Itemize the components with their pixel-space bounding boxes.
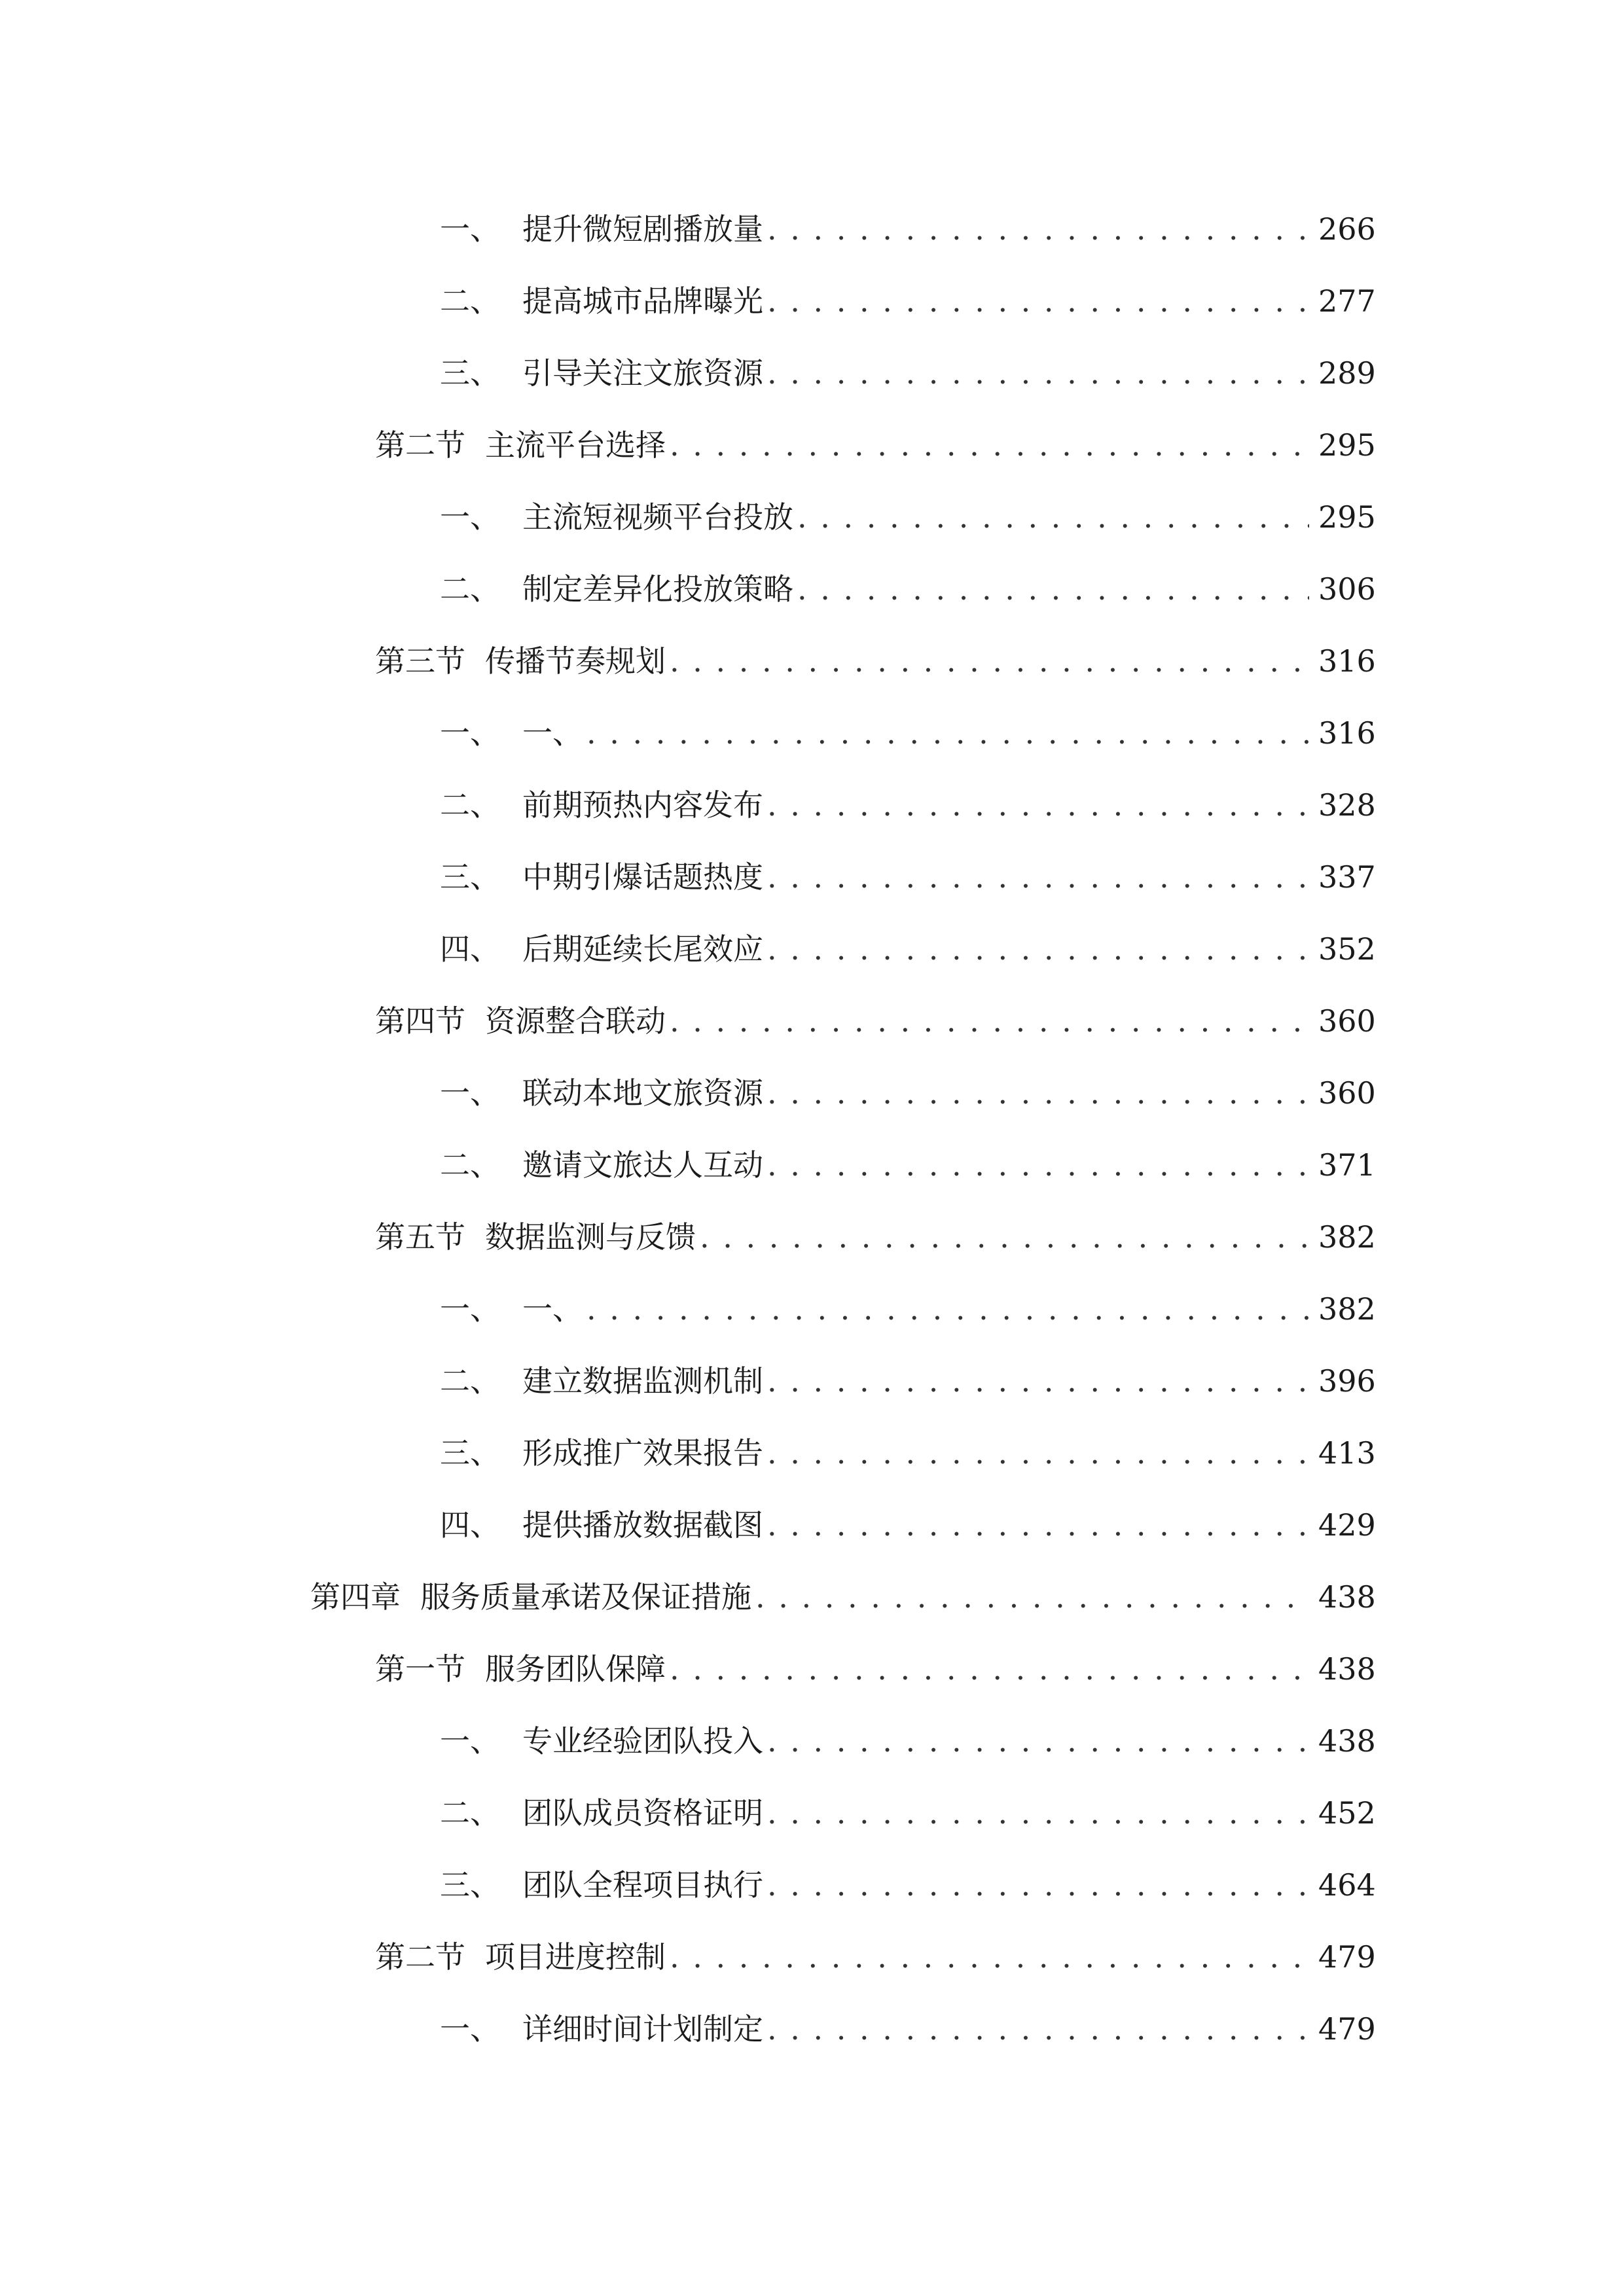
toc-entry-page: 396 xyxy=(1318,1363,1376,1399)
toc-entry[interactable] xyxy=(440,779,1376,831)
toc-entry-number: 三、 xyxy=(440,355,500,391)
toc-entry-page: 360 xyxy=(1318,1003,1376,1039)
toc-entry-title: 详细时间计划制定 xyxy=(522,2011,763,2047)
toc-entry[interactable] xyxy=(440,347,1376,399)
toc-entry-page: 316 xyxy=(1318,643,1376,679)
toc-entry-page: 438 xyxy=(1318,1723,1376,1759)
toc-leader-dots xyxy=(767,358,1309,388)
toc-entry[interactable] xyxy=(440,1067,1376,1119)
toc-entry-title: 团队成员资格证明 xyxy=(522,1795,763,1831)
toc-entry[interactable] xyxy=(440,1283,1376,1335)
toc-entry-number: 二、 xyxy=(440,1147,500,1183)
toc-entry-page: 413 xyxy=(1318,1435,1376,1471)
toc-entry-page: 306 xyxy=(1318,571,1376,607)
toc-leader-dots xyxy=(767,1870,1309,1900)
toc-leader-dots xyxy=(767,214,1309,244)
toc-entry-title: 团队全程项目执行 xyxy=(522,1867,763,1903)
toc-entry-title: 数据监测与反馈 xyxy=(485,1219,696,1255)
toc-entry[interactable] xyxy=(440,1427,1376,1479)
toc-entry-page: 289 xyxy=(1318,355,1376,391)
toc-entry-title: 邀请文旅达人互动 xyxy=(522,1147,763,1183)
toc-leader-dots xyxy=(767,790,1309,820)
toc-entry[interactable] xyxy=(375,1211,1376,1263)
toc-entry-number: 一、 xyxy=(440,1723,500,1759)
toc-entry-title: 提升微短剧播放量 xyxy=(522,211,763,247)
toc-entry-number: 四、 xyxy=(440,931,500,967)
toc-entry-page: 316 xyxy=(1318,715,1376,751)
toc-leader-dots xyxy=(670,430,1309,460)
toc-entry-number: 二、 xyxy=(440,787,500,823)
toc-entry-title: 资源整合联动 xyxy=(485,1003,666,1039)
toc-entry-title: 项目进度控制 xyxy=(485,1939,666,1975)
toc-entry-number: 一、 xyxy=(440,2011,500,2047)
toc-entry-number: 第四节 xyxy=(375,1003,465,1039)
toc-entry-title: 主流平台选择 xyxy=(485,427,666,463)
toc-entry-title: 服务团队保障 xyxy=(485,1651,666,1687)
toc-entry-number: 二、 xyxy=(440,571,500,607)
toc-leader-dots xyxy=(767,1078,1309,1108)
toc-entry-title: 形成推广效果报告 xyxy=(522,1435,763,1471)
toc-leader-dots xyxy=(767,1366,1309,1396)
toc-entry-title: 传播节奏规划 xyxy=(485,643,666,679)
toc-entry-number: 一、 xyxy=(440,1291,500,1327)
toc-entry-title: 前期预热内容发布 xyxy=(522,787,763,823)
toc-entry[interactable] xyxy=(375,1931,1376,1983)
toc-entry[interactable] xyxy=(440,563,1376,615)
toc-leader-dots xyxy=(767,934,1309,964)
toc-leader-dots xyxy=(670,1942,1309,1972)
toc-entry[interactable] xyxy=(375,995,1376,1047)
toc-entry-title: 服务质量承诺及保证措施 xyxy=(420,1579,751,1615)
toc-entry-title: 联动本地文旅资源 xyxy=(522,1075,763,1111)
toc-entry[interactable] xyxy=(375,635,1376,687)
toc-entry[interactable] xyxy=(440,1355,1376,1407)
toc-entry-number: 三、 xyxy=(440,859,500,895)
toc-entry-number: 三、 xyxy=(440,1435,500,1471)
toc-entry[interactable] xyxy=(440,851,1376,903)
toc-entry-number: 第四章 xyxy=(310,1579,401,1615)
toc-entry-page: 438 xyxy=(1318,1579,1376,1615)
toc-leader-dots xyxy=(797,502,1309,532)
toc-entry-number: 一、 xyxy=(440,715,500,751)
toc-entry[interactable] xyxy=(440,707,1376,759)
toc-leader-dots xyxy=(670,1654,1309,1684)
toc-entry-title: 制定差异化投放策略 xyxy=(522,571,793,607)
toc-leader-dots xyxy=(767,1726,1309,1756)
toc-entry-number: 第三节 xyxy=(375,643,465,679)
toc-entry-page: 277 xyxy=(1318,283,1376,319)
toc-leader-dots xyxy=(670,1006,1309,1036)
toc-entry-title: 主流短视频平台投放 xyxy=(522,499,793,535)
toc-leader-dots xyxy=(767,1150,1309,1180)
toc-entry[interactable] xyxy=(440,491,1376,543)
toc-entry-number: 第二节 xyxy=(375,1939,465,1975)
toc-entry-page: 371 xyxy=(1318,1147,1376,1183)
toc-entry-page: 295 xyxy=(1318,499,1376,535)
toc-leader-dots xyxy=(767,862,1309,892)
toc-entry[interactable] xyxy=(375,1643,1376,1695)
toc-leader-dots xyxy=(586,718,1309,748)
toc-entry[interactable] xyxy=(440,2003,1376,2055)
toc-entry-number: 一、 xyxy=(440,499,500,535)
toc-entry-page: 337 xyxy=(1318,859,1376,895)
toc-leader-dots xyxy=(586,1294,1309,1324)
toc-entry-number: 一、 xyxy=(440,211,500,247)
toc-entry-title: 建立数据监测机制 xyxy=(522,1363,763,1399)
toc-entry-title: 引导关注文旅资源 xyxy=(522,355,763,391)
toc-leader-dots xyxy=(767,1438,1309,1468)
toc-entry-page: 382 xyxy=(1318,1291,1376,1327)
toc-leader-dots xyxy=(670,646,1309,676)
toc-entry[interactable] xyxy=(440,1859,1376,1911)
toc-entry-title: 一、 xyxy=(522,1291,583,1327)
toc-entry-title: 后期延续长尾效应 xyxy=(522,931,763,967)
toc-entry-number: 二、 xyxy=(440,1795,500,1831)
toc-entry-title: 提供播放数据截图 xyxy=(522,1507,763,1543)
toc-entry[interactable] xyxy=(440,923,1376,975)
toc-entry-title: 提高城市品牌曝光 xyxy=(522,283,763,319)
toc-leader-dots xyxy=(755,1582,1309,1612)
toc-leader-dots xyxy=(767,1510,1309,1540)
toc-entry-number: 第五节 xyxy=(375,1219,465,1255)
toc-leader-dots xyxy=(797,574,1309,604)
toc-entry[interactable] xyxy=(440,1787,1376,1839)
toc-entry[interactable] xyxy=(440,275,1376,327)
toc-entry-title: 一、 xyxy=(522,715,583,751)
toc-entry-page: 479 xyxy=(1318,2011,1376,2047)
toc-leader-dots xyxy=(767,2014,1309,2044)
toc-entry-page: 360 xyxy=(1318,1075,1376,1111)
toc-entry[interactable] xyxy=(440,1499,1376,1551)
toc-entry-title: 中期引爆话题热度 xyxy=(522,859,763,895)
toc-entry-number: 第一节 xyxy=(375,1651,465,1687)
toc-leader-dots xyxy=(767,286,1309,316)
toc-entry-page: 479 xyxy=(1318,1939,1376,1975)
toc-entry-title: 专业经验团队投入 xyxy=(522,1723,763,1759)
toc-entry-number: 二、 xyxy=(440,1363,500,1399)
toc-entry-page: 352 xyxy=(1318,931,1376,967)
toc-entry-number: 第二节 xyxy=(375,427,465,463)
toc-entry-page: 328 xyxy=(1318,787,1376,823)
toc-entry-number: 二、 xyxy=(440,283,500,319)
toc-entry-page: 382 xyxy=(1318,1219,1376,1255)
toc-entry-page: 295 xyxy=(1318,427,1376,463)
toc-entry[interactable] xyxy=(440,203,1376,255)
toc-entry-page: 452 xyxy=(1318,1795,1376,1831)
toc-entry-page: 429 xyxy=(1318,1507,1376,1543)
toc-entry-page: 266 xyxy=(1318,211,1376,247)
toc-entry-number: 四、 xyxy=(440,1507,500,1543)
toc-entry-number: 一、 xyxy=(440,1075,500,1111)
toc-leader-dots xyxy=(767,1798,1309,1828)
toc-entry-number: 三、 xyxy=(440,1867,500,1903)
toc-entry[interactable] xyxy=(375,419,1376,471)
toc-entry-page: 438 xyxy=(1318,1651,1376,1687)
toc-entry[interactable] xyxy=(310,1571,1376,1623)
toc-leader-dots xyxy=(700,1222,1309,1252)
toc-entry[interactable] xyxy=(440,1715,1376,1767)
toc-entry-page: 464 xyxy=(1318,1867,1376,1903)
toc-entry[interactable] xyxy=(440,1139,1376,1191)
